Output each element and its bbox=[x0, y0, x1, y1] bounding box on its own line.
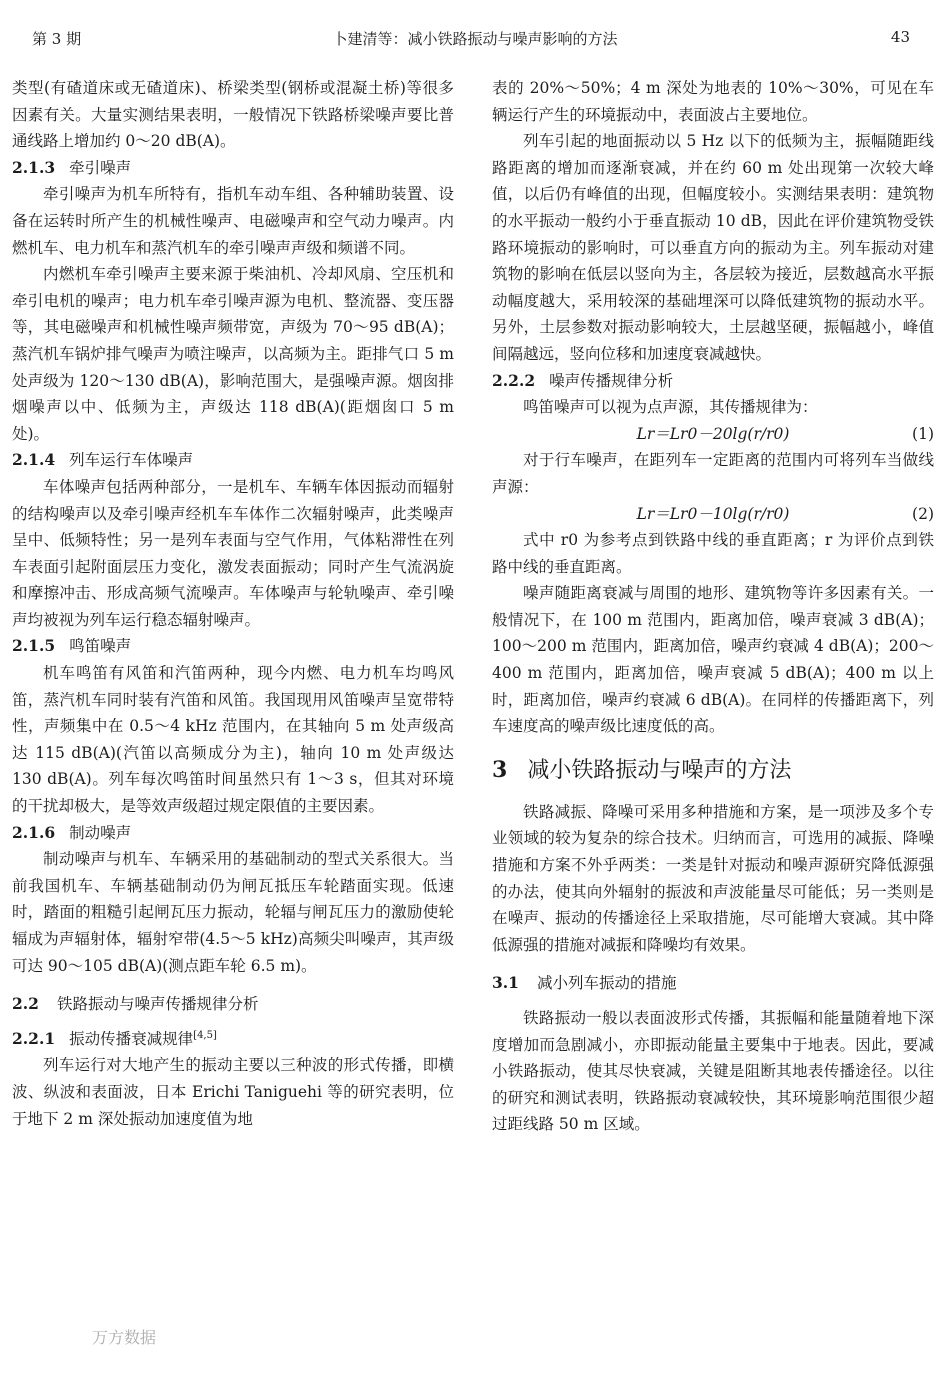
section-title: 牵引噪声 bbox=[69, 158, 132, 177]
paragraph: 铁路振动一般以表面波形式传播，其振幅和能量随着地下深度增加而急剧减小，亦即振动能量主要集中于地表。因此，要减小铁路振动，使其尽快衰减，关键是阻断其地表传播途径。以往的研究和测试表明，铁路振动衰减较快，其环境影响范围很少超过距线路 50 m 区域。 bbox=[492, 1009, 934, 1134]
equation-2 bbox=[492, 501, 934, 528]
section-title: 减小列车振动的措施 bbox=[536, 974, 677, 993]
subsection-heading bbox=[12, 447, 454, 474]
equation-text: Lr＝Lr0－20lg(r/r0) bbox=[636, 424, 790, 443]
section-title: 鸣笛噪声 bbox=[69, 637, 132, 656]
paragraph: 车体噪声包括两种部分，一是机车、车辆车体因振动而辐射的结构噪声以及牵引噪声经机车车体作二次辐射噪声，此类噪声呈中、低频特性；另一是列车表面与空气作用，气体粘滞性在列车表面引起附面层压力变化，激发表面振动；同时产生气流涡旋和摩擦冲击、形成高频气流噪声。车体噪声与轮轨噪声、牵引噪声均被视为列车运行稳态辐射噪声。 bbox=[12, 477, 454, 629]
subsection-heading bbox=[12, 633, 454, 660]
paragraph: 噪声随距离衰减与周围的地形、建筑物等许多因素有关。一般情况下，在 100 m 范围内，距离加倍，噪声衰减 3 dB(A)；100～200 m 范围内，距离加倍，噪声约衰减 4 dB(A)；200～400 m 范围内，距离加倍，噪声衰减 5 dB(A)；400 m 以上时，距离加倍，噪声约衰减 6 dB(A)。在同样的传播距离下，列车速度高的噪声级比速度低的高。 bbox=[492, 584, 934, 736]
paragraph: 鸣笛噪声可以视为点声源，其传播规律为： bbox=[523, 398, 818, 417]
section-title: 制动噪声 bbox=[69, 823, 132, 842]
section-number: 2.1.3 bbox=[12, 157, 56, 177]
watermark: 万方数据 bbox=[92, 1328, 157, 1347]
section-number: 2.2.1 bbox=[12, 1028, 56, 1048]
equation-number: (2) bbox=[912, 504, 934, 523]
subsection-heading bbox=[492, 368, 934, 395]
subsection-heading bbox=[12, 820, 454, 847]
section-heading bbox=[492, 970, 934, 997]
section-heading bbox=[492, 754, 934, 787]
section-number: 2.1.4 bbox=[12, 450, 56, 470]
subsection-heading bbox=[12, 1026, 454, 1053]
paragraph: 式中 r0 为参考点到铁路中线的垂直距离；r 为评价点到铁路中线的垂直距离。 bbox=[492, 531, 934, 576]
paragraph: 铁路减振、降噪可采用多种措施和方案，是一项涉及多个专业领域的较为复杂的综合技术。归纳而言，可选用的减振、降噪措施和方案不外乎两类：一类是针对振动和噪声源研究降低源强的办法，使其向外辐射的振波和声波能量尽可能低；另一类则是在噪声、振动的传播途径上采取措施，尽可能增大衰减。其中降低源强的措施对减振和降噪均有效果。 bbox=[492, 802, 934, 954]
issue-number: 第 3 期 bbox=[32, 30, 82, 48]
subsection-heading bbox=[12, 155, 454, 182]
section-number: 2.2 bbox=[12, 994, 39, 1014]
running-head bbox=[0, 0, 950, 70]
equation-1 bbox=[492, 421, 934, 448]
page-number: 43 bbox=[890, 28, 910, 46]
paragraph: 制动噪声与机车、车辆采用的基础制动的型式关系很大。当前我国机车、车辆基础制动仍为闸瓦抵压车轮踏面实现。低速时，踏面的粗糙引起闸瓦压力振动，轮辐与闸瓦压力的激励使轮辐成为声辐射体，辐射窄带(4.5～5 kHz)高频尖叫噪声，其声级可达 90～105 dB(A)(测点距车轮 6.5 m)。 bbox=[12, 850, 454, 975]
section-title: 减小铁路振动与噪声的方法 bbox=[527, 757, 792, 783]
section-heading bbox=[12, 991, 454, 1018]
section-number: 2.1.6 bbox=[12, 822, 56, 842]
section-title: 振动传播衰减规律 bbox=[69, 1029, 194, 1048]
section-number: 2.1.5 bbox=[12, 636, 56, 656]
equation-number: (1) bbox=[912, 424, 934, 443]
running-title: 卜建清等：减小铁路振动与噪声影响的方法 bbox=[332, 30, 618, 48]
citation-reference[interactable]: [4,5] bbox=[193, 1029, 217, 1041]
section-number: 3.1 bbox=[492, 973, 519, 993]
paragraph: 对于行车噪声，在距列车一定距离的范围内可将列车当做线声源： bbox=[492, 451, 934, 496]
left-column bbox=[12, 75, 454, 1132]
paragraph: 机车鸣笛有风笛和汽笛两种，现今内燃、电力机车均鸣风笛，蒸汽机车同时装有汽笛和风笛。我国现用风笛噪声呈宽带特性，声频集中在 0.5～4 kHz 范围内，在其轴向 5 m 处声级高达 115 dB(A)(汽笛以高频成分为主)，轴向 10 m 处声级达 130 dB(A)。列车每次鸣笛时间虽然只有 1～3 s，但其对环境的干扰却极大，是等效声级超过规定限值的主要因素。 bbox=[12, 664, 454, 816]
section-title: 噪声传播规律分析 bbox=[549, 371, 674, 390]
section-title: 列车运行车体噪声 bbox=[69, 451, 194, 470]
section-number: 2.2.2 bbox=[492, 370, 536, 390]
section-number: 3 bbox=[492, 756, 508, 783]
paragraph: 类型(有碴道床或无碴道床)、桥梁类型(钢桥或混凝土桥)等很多因素有关。大量实测结果表明，一般情况下铁路桥梁噪声要比普通线路上增加约 0～20 dB(A)。 bbox=[12, 79, 454, 151]
paragraph: 内燃机车牵引噪声主要来源于柴油机、冷却风扇、空压机和牵引电机的噪声；电力机车牵引噪声源为电机、整流器、变压器等，其电磁噪声和机械性噪声频带宽，声级为 70～95 dB(A)；蒸汽机车锅炉排气噪声为喷注噪声，以高频为主。距排气口 5 m 处声级为 120～130 dB(A)，影响范围大，是强噪声源。烟囱排烟噪声以中、低频为主，声级达 118 dB(A)(距烟囱口 5 m 处)。 bbox=[12, 265, 454, 443]
right-column bbox=[492, 75, 934, 1138]
paragraph: 列车运行对大地产生的振动主要以三种波的形式传播，即横波、纵波和表面波，日本 Erichi Taniguehi 等的研究表明，位于地下 2 m 深处振动加速度值为地 bbox=[12, 1056, 454, 1128]
equation-text: Lr＝Lr0－10lg(r/r0) bbox=[636, 504, 790, 523]
section-title: 铁路振动与噪声传播规律分析 bbox=[56, 995, 259, 1014]
paragraph: 列车引起的地面振动以 5 Hz 以下的低频为主，振幅随距线路距离的增加而逐渐衰减，并在约 60 m 处出现第一次较大峰值，以后仍有峰值的出现，但幅度较小。实测结果表明：建筑物的水平振动一般约小于垂直振动 10 dB，因此在评价建筑物受铁路环境振动的影响时，可以垂直方向的振动为主。列车振动对建筑物的影响在低层以竖向为主，各层较为接近，层数越高水平振动幅度越大，采用较深的基础埋深可以降低建筑物的振动水平。另外，土层参数对振动影响较大，土层越坚硬，振幅越小，峰值间隔越远，竖向位移和加速度衰减越快。 bbox=[492, 132, 934, 363]
paragraph: 牵引噪声为机车所特有，指机车动车组、各种辅助装置、设备在运转时所产生的机械性噪声、电磁噪声和空气动力噪声。内燃机车、电力机车和蒸汽机车的牵引噪声声级和频谱不同。 bbox=[12, 185, 454, 257]
paragraph: 表的 20%～50%；4 m 深处为地表的 10%～30%，可见在车辆运行产生的环境振动中，表面波占主要地位。 bbox=[492, 79, 934, 124]
